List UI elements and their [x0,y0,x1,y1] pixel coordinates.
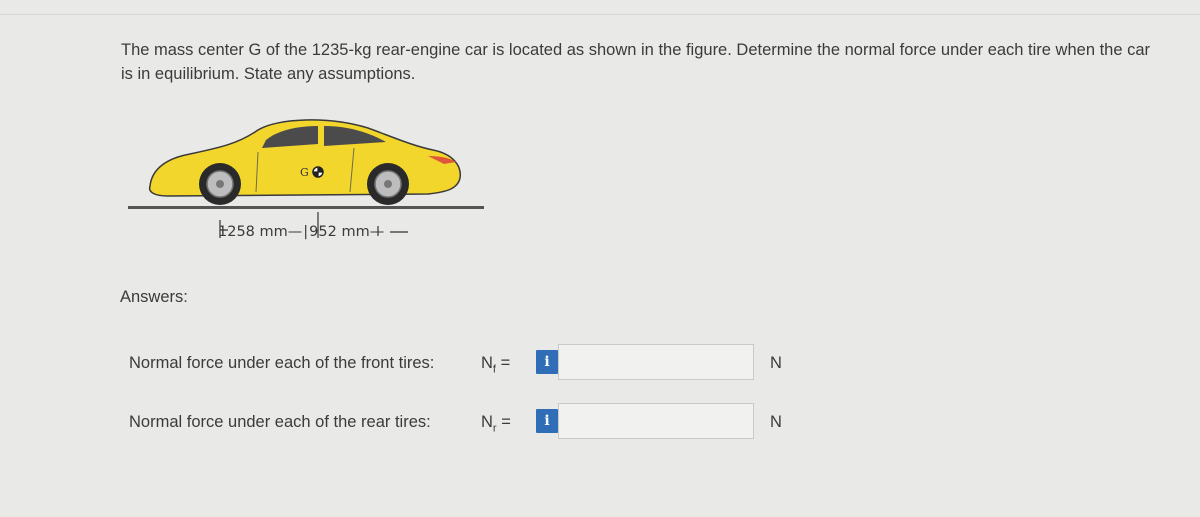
rear-wheel [367,163,409,205]
answer-row-rear [0,403,1200,443]
dim-rear-label: 952 mm [309,224,370,240]
mass-center-label: G [300,166,309,179]
rear-force-label: Normal force under each of the rear tires: [129,413,431,431]
info-icon[interactable]: i [536,409,558,433]
ground-line [128,206,484,209]
answers-heading: Answers: [120,288,188,306]
front-force-symbol: $N_f$ = [481,354,511,376]
front-force-label: Normal force under each of the front tires: [129,354,435,372]
rear-force-input[interactable] [558,403,754,439]
front-wheel [199,163,241,205]
dimension-labels: 1258 mm—|952 mm— [218,224,385,240]
info-icon[interactable]: i [536,350,558,374]
front-force-unit: N [770,354,782,372]
dim-front-label: 1258 mm [218,224,288,240]
answer-row-front [0,344,1200,384]
problem-statement: The mass center G of the 1235-kg rear-engine car is located as shown in the figure. Determine the normal force under each tire when the car is in equilibrium. State any assumptions. [121,41,1151,83]
top-divider [0,14,1200,15]
front-force-input[interactable] [558,344,754,380]
rear-force-symbol: $N_r$ = [481,413,511,435]
rear-force-unit: N [770,413,782,431]
